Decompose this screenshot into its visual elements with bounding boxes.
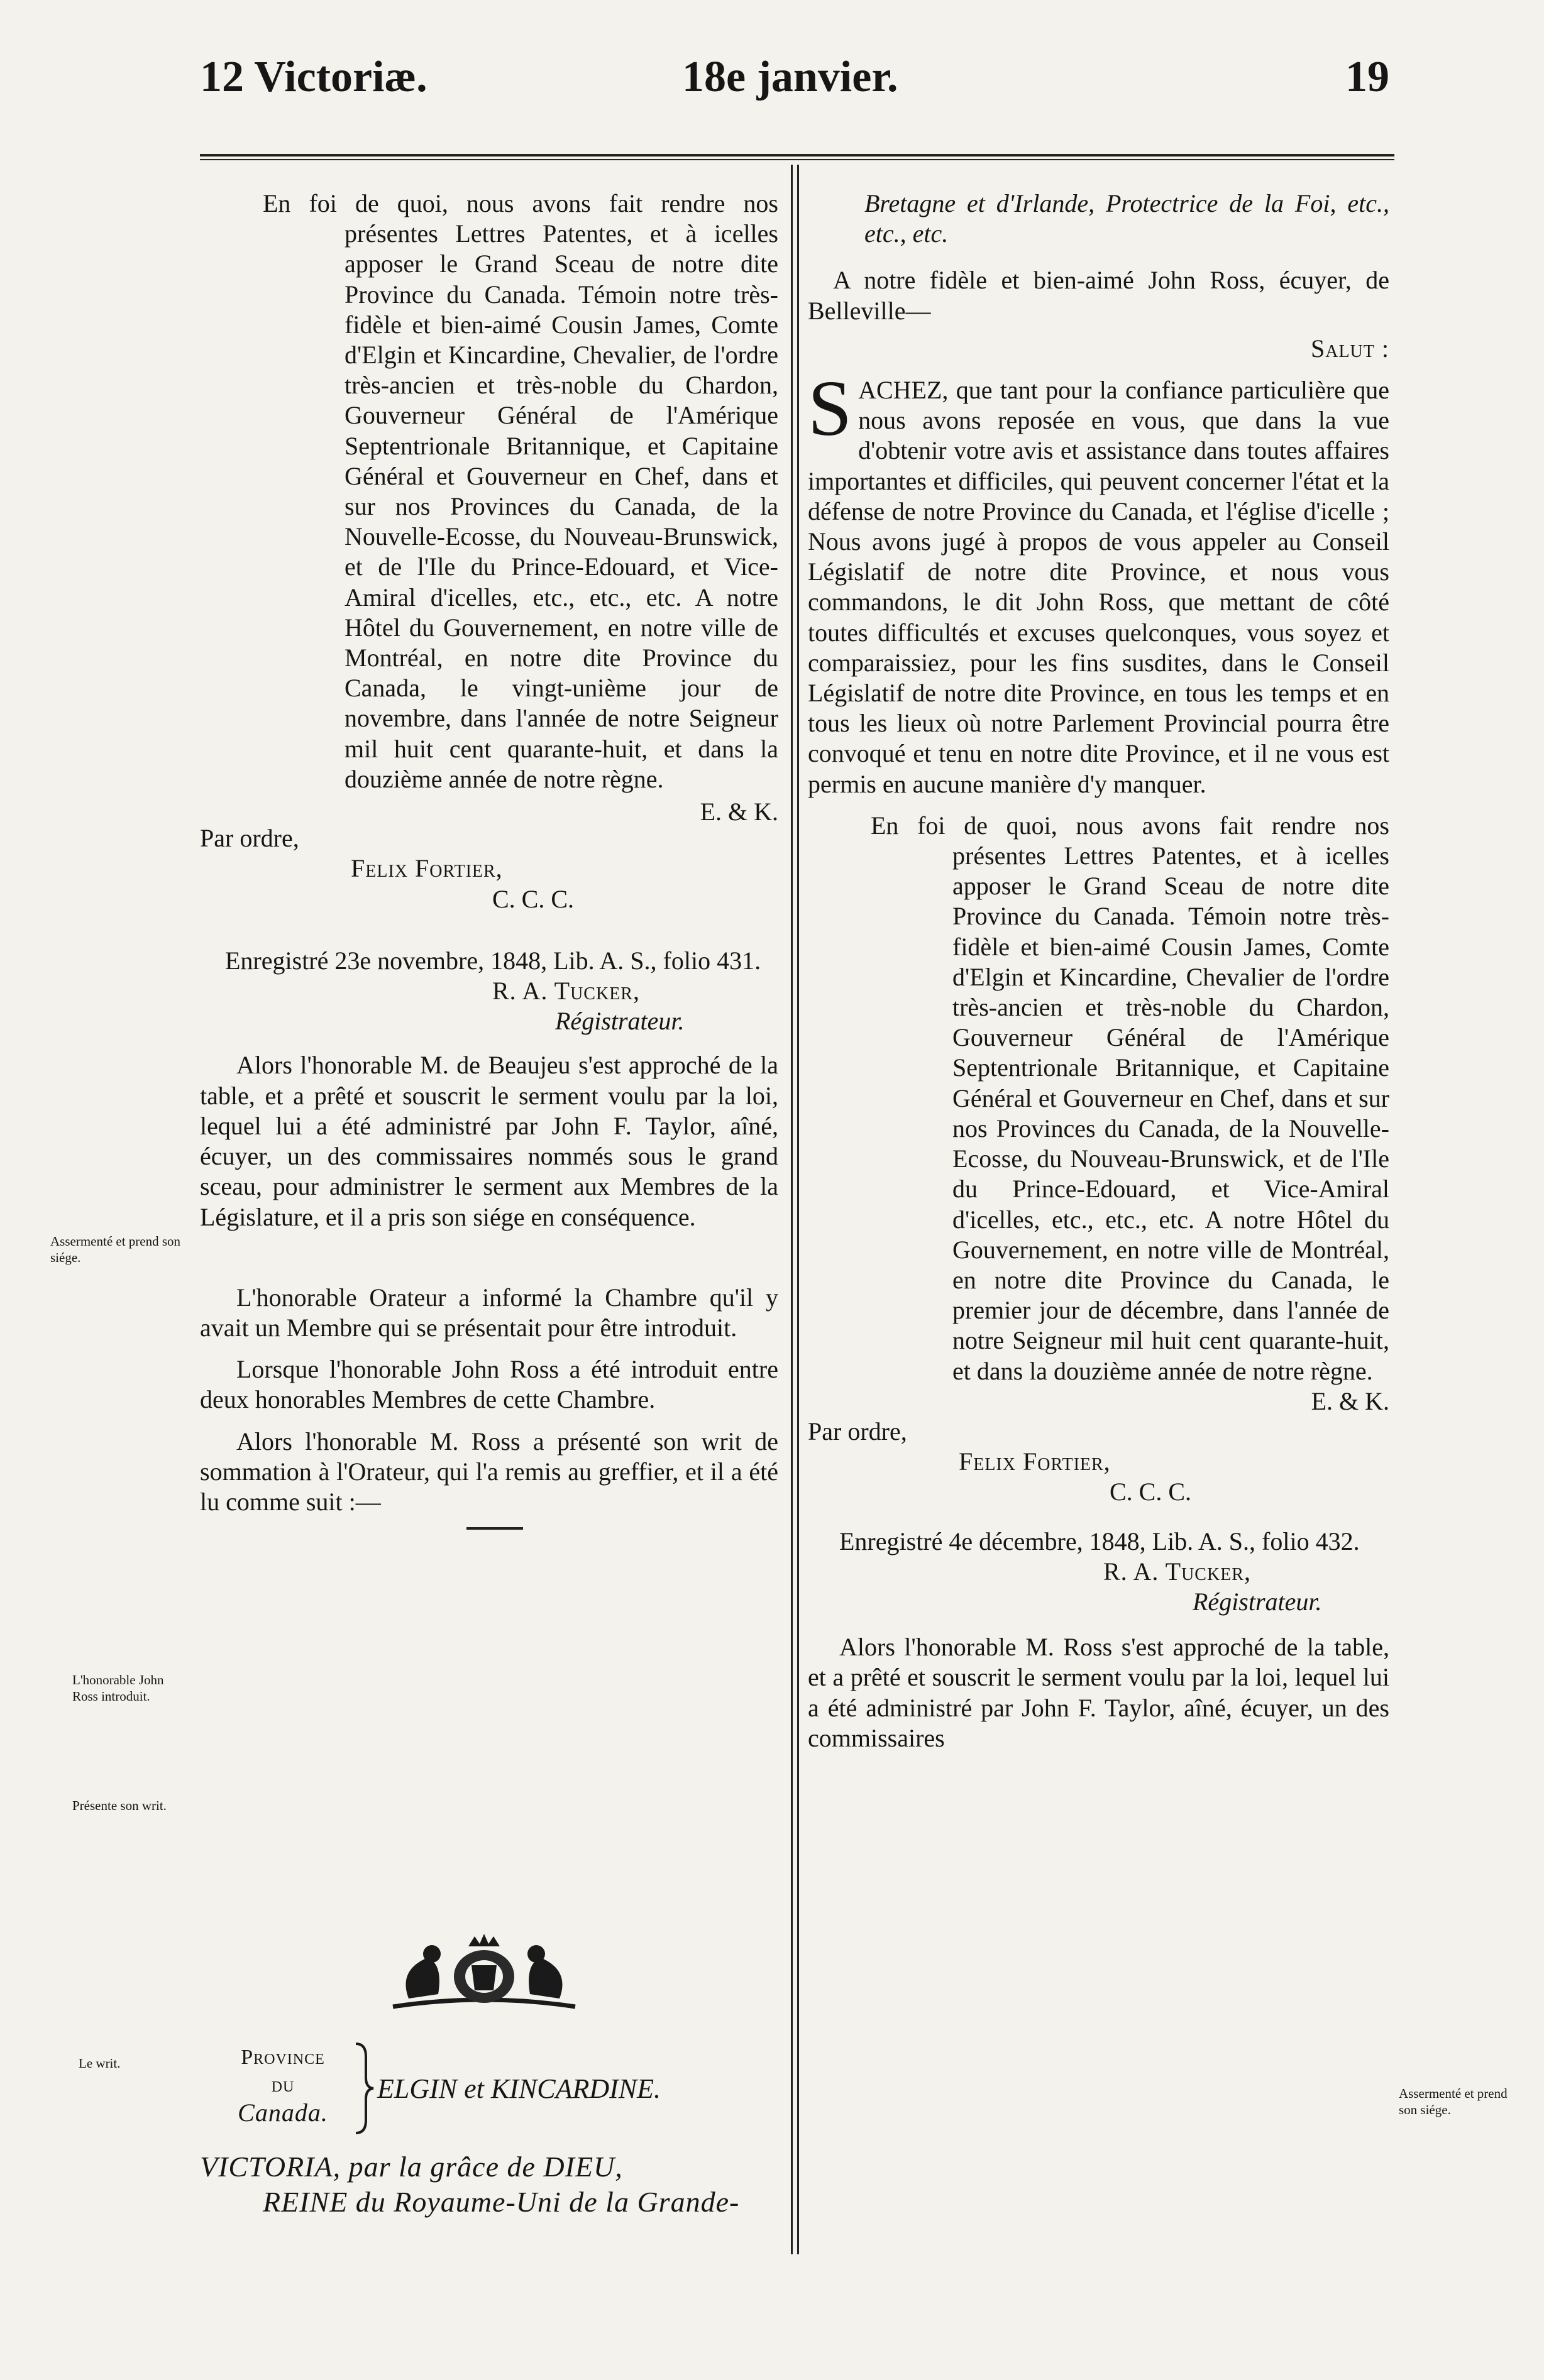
enregistre-2: Enregistré 4e décembre, 1848, Lib. A. S., folio 432. (839, 1527, 1360, 1555)
drop-cap-s: S (808, 365, 852, 453)
column-divider-right (797, 165, 799, 2254)
margin-note-le-writ: Le writ. (79, 2056, 121, 2071)
left-column (200, 189, 778, 1517)
signer-name-1: Felix Fortier, (351, 854, 503, 883)
margin-note-assermente-right: Assermenté et prend son siége. (1399, 2086, 1508, 2117)
paragraph-beaujeu-oath: Alors l'honorable M. de Beaujeu s'est approché de la table, et a prêté et souscrit le serment voulu par la loi, lequel lui a été administré par John F. Taylor, aîné, écuyer, un des commissaires nommés sous le grand sceau, pour administrer le serment aux Membres de la Législature, et il a pris son siége en conséquence. (200, 1051, 778, 1231)
section-spacer (200, 1232, 778, 1283)
paragraph-ross-oath: Alors l'honorable M. Ross s'est approché de la table, et a prêté et souscrit le serment voulu par la loi, lequel lui a été administré par John F. Taylor, aîné, écuyer, un des commissaires (808, 1633, 1389, 1752)
brace-symbol (350, 2041, 375, 2136)
registrar-title-1: Régistrateur. (555, 1007, 685, 1036)
section-separator-rule (466, 1527, 523, 1530)
running-head-regnal-year: 12 Victoriæ. (200, 53, 427, 101)
par-ordre-1: Par ordre, (200, 824, 299, 853)
sachez-text: ACHEZ, que tant pour la confiance particulière que nous avons reposée en vous, que dans la vue d'obtenir votre avis et assistance dans toutes affaires importantes et difficiles, qui peuvent concerner l'état et la défense de notre Province du Canada, et l'église d'icelle ; Nous avons jugé à propos de vous appeler au Conseil Législatif de notre dite Province, et nous vous commandons, le dit John Ross, que mettant de côté toutes difficultés et excuses quelconques, vous soyez et comparaissiez, pour les fins susdites, dans le Conseil Législatif de notre dite Province, en tous les temps et en tous les lieux où notre Parlement Provincial pourra être convoqué et tenu en notre dite Province, et il ne vous est permis en aucune manière d'y manquer. (808, 376, 1389, 798)
column-divider-left (791, 165, 793, 2254)
par-ordre-2: Par ordre, (808, 1417, 907, 1445)
margin-note-introduit: L'honorable John Ross introduit. (72, 1672, 164, 1704)
victoria-salutation (200, 2149, 778, 2220)
registrar-name-2: R. A. Tucker, (1103, 1557, 1251, 1586)
victoria-line-2: REINE du Royaume-Uni de la Grande- (263, 2186, 740, 2218)
margin-note-presente-writ: Présente son writ. (72, 1798, 167, 1813)
header-rule-top (200, 154, 1394, 156)
province-label (214, 2044, 352, 2127)
page-number: 19 (1345, 53, 1389, 101)
province-label-line1: Province (241, 2046, 325, 2069)
margin-note-assermente: Assermenté et prend son siége. (50, 1234, 181, 1265)
enregistre-1: Enregistré 23e novembre, 1848, Lib. A. S., folio 431. (225, 946, 761, 975)
signer-name-2: Felix Fortier, (959, 1447, 1111, 1476)
paragraph-writ-presente: Alors l'honorable M. Ross a présenté son writ de sommation à l'Orateur, qui l'a remis au greffier, et il a été lu comme suit :— (200, 1427, 778, 1516)
witness-paragraph-2: En foi de quoi, nous avons fait rendre nos présentes Lettres Patentes, et à icelles apposer le Grand Sceau de notre dite Province du Canada. Témoin notre très-fidèle et bien-aimé Cousin James, Comte d'Elgin et Kincardine, Chevalier de l'ordre très-ancien et très-noble du Chardon, Gouverneur Général de l'Amérique Septentrionale Britannique, et Capitaine Général et Gouverneur en Chef, dans et sur nos Provinces du Canada, de la Nouvelle-Ecosse, du Nouveau-Brunswick, et de l'Ile du Prince-Edouard, et Vice-Amiral d'icelles, etc., etc., etc. A notre Hôtel du Gouvernement, en notre ville de Montréal, en notre dite Province du Canada, le premier jour de décembre, dans l'année de notre Seigneur mil huit cent quarante-huit, et dans la douzième année de notre règne. (871, 811, 1389, 1385)
registrar-title-2: Régistrateur. (1193, 1587, 1322, 1616)
signer-title-1: C. C. C. (492, 884, 575, 913)
header-rule-bottom (200, 159, 1394, 160)
victoria-line-1: VICTORIA, par la grâce de DIEU, (200, 2151, 623, 2183)
running-head-date: 18e janvier. (682, 53, 898, 101)
bretagne-continuation: Bretagne et d'Irlande, Protectrice de la Foi, etc., etc., etc. (864, 189, 1389, 248)
witness-paragraph-1: En foi de quoi, nous avons fait rendre nos présentes Lettres Patentes, et à icelles apposer le Grand Sceau de notre dite Province du Canada. Témoin notre très-fidèle et bien-aimé Cousin James, Comte d'Elgin et Kincardine, Chevalier, de l'ordre très-ancien et très-noble du Chardon, Gouverneur Général de l'Amérique Septentrionale Britannique, et Capitaine Général et Gouverneur en Chef, dans et sur nos Provinces du Canada, de la Nouvelle-Ecosse, du Nouveau-Brunswick, et de l'Ile du Prince-Edouard, et Vice-Amiral d'icelles, etc., etc., etc. A notre Hôtel du Gouvernement, en notre ville de Montréal, en notre dite Province du Canada, le vingt-unième jour de novembre, dans l'année de notre Seigneur mil huit cent quarante-huit, et dans la douzième année de notre règne. (263, 189, 778, 793)
paragraph-orateur-informe: L'honorable Orateur a informé la Chambre qu'il y avait un Membre qui se présentait pour être introduit. (200, 1283, 778, 1342)
right-column (808, 189, 1389, 1753)
royal-arms-emblem (380, 1933, 588, 2014)
elgin-kincardine-heading: ELGIN et KINCARDINE. (377, 2073, 661, 2104)
province-label-line3: Canada. (238, 2098, 328, 2127)
royal-initials-1: E. & K. (700, 798, 778, 826)
signer-title-2: C. C. C. (1110, 1478, 1192, 1506)
salut: Salut : (1310, 334, 1389, 363)
sachez-paragraph (808, 365, 1389, 799)
a-notre-fidele: A notre fidèle et bien-aimé John Ross, écuyer, de Belleville— (808, 266, 1389, 325)
paragraph-ross-introduit: Lorsque l'honorable John Ross a été introduit entre deux honorables Membres de cette Chambre. (200, 1355, 778, 1414)
registrar-name-1: R. A. Tucker, (492, 977, 640, 1006)
province-label-line2: du (271, 2073, 295, 2097)
royal-initials-2: E. & K. (1311, 1386, 1389, 1415)
